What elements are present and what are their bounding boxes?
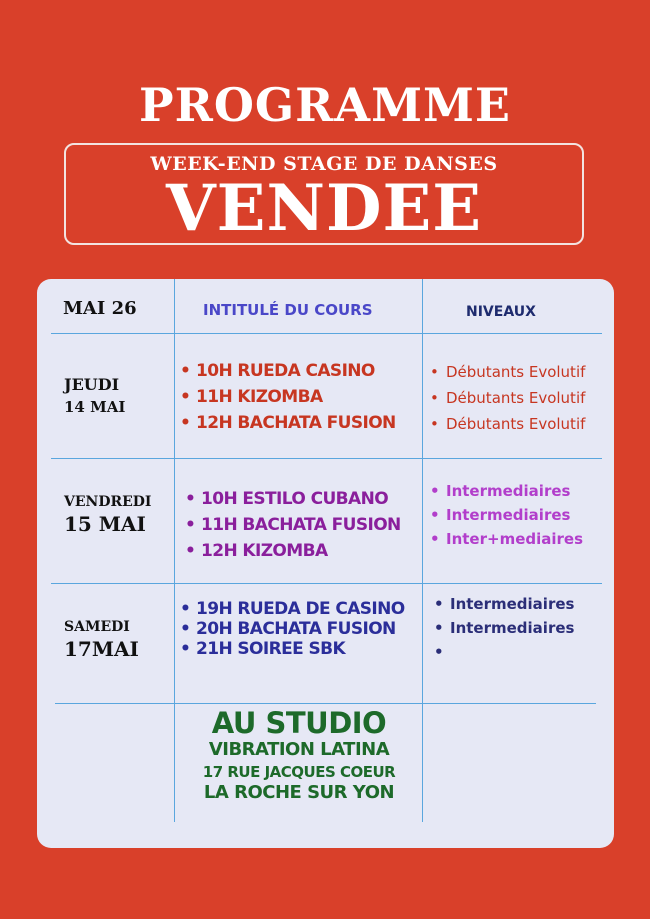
grid-line (51, 458, 602, 459)
list-item (432, 640, 574, 664)
event-subtitle: WEEK-END STAGE DE DANSES (150, 153, 498, 175)
list-item: • 20H BACHATA FUSION (178, 619, 405, 639)
event-heading: VENDEE (166, 171, 482, 246)
level-list-saturday (432, 592, 574, 664)
list-item: • Intermediaires (428, 503, 583, 527)
day-date-friday: 15 MAI (64, 512, 146, 536)
list-item: • 12H BACHATA FUSION (178, 410, 396, 436)
list-item: • Débutants Evolutif (428, 359, 585, 385)
day-date-saturday: 17MAI (64, 637, 139, 661)
list-item: • Débutants Evolutif (428, 385, 585, 411)
list-item: • 10H ESTILO CUBANO (183, 486, 401, 512)
day-label-friday: VENDREDI (64, 494, 152, 510)
grid-line (422, 279, 423, 822)
header-course: INTITULÉ DU COURS (203, 301, 373, 319)
day-label-saturday: SAMEDI (64, 619, 130, 635)
grid-line (174, 279, 175, 822)
day-date-thursday: 14 MAI (64, 398, 126, 416)
list-item: • 19H RUEDA DE CASINO (178, 599, 405, 619)
grid-line (55, 703, 596, 704)
list-item: • Intermediaires (432, 592, 574, 616)
list-item: • 11H BACHATA FUSION (183, 512, 401, 538)
list-item: • Intermediaires (432, 616, 574, 640)
level-list-friday (428, 479, 583, 551)
studio-title: AU STUDIO (211, 706, 387, 740)
course-list-thursday (178, 358, 396, 436)
list-item: • 11H KIZOMBA (178, 384, 396, 410)
day-label-thursday: JEUDI (64, 375, 120, 394)
course-list-friday (183, 486, 401, 564)
list-item: • Débutants Evolutif (428, 411, 585, 437)
header-date: MAI 26 (63, 298, 137, 319)
level-list-thursday (428, 359, 585, 437)
page-title: PROGRAMME (139, 78, 511, 132)
list-item: • 21H SOIREE SBK (178, 639, 405, 659)
grid-line (51, 333, 602, 334)
studio-city: LA ROCHE SUR YON (203, 782, 395, 803)
course-list-saturday (178, 599, 405, 659)
studio-street: 17 RUE JACQUES COEUR (202, 763, 396, 781)
list-item: • Inter+mediaires (428, 527, 583, 551)
list-item: • Intermediaires (428, 479, 583, 503)
grid-line (51, 583, 602, 584)
event-banner (64, 143, 584, 245)
list-item: • 10H RUEDA CASINO (178, 358, 396, 384)
list-item: • 12H KIZOMBA (183, 538, 401, 564)
header-level: NIVEAUX (466, 304, 536, 320)
studio-name: VIBRATION LATINA (208, 739, 390, 760)
